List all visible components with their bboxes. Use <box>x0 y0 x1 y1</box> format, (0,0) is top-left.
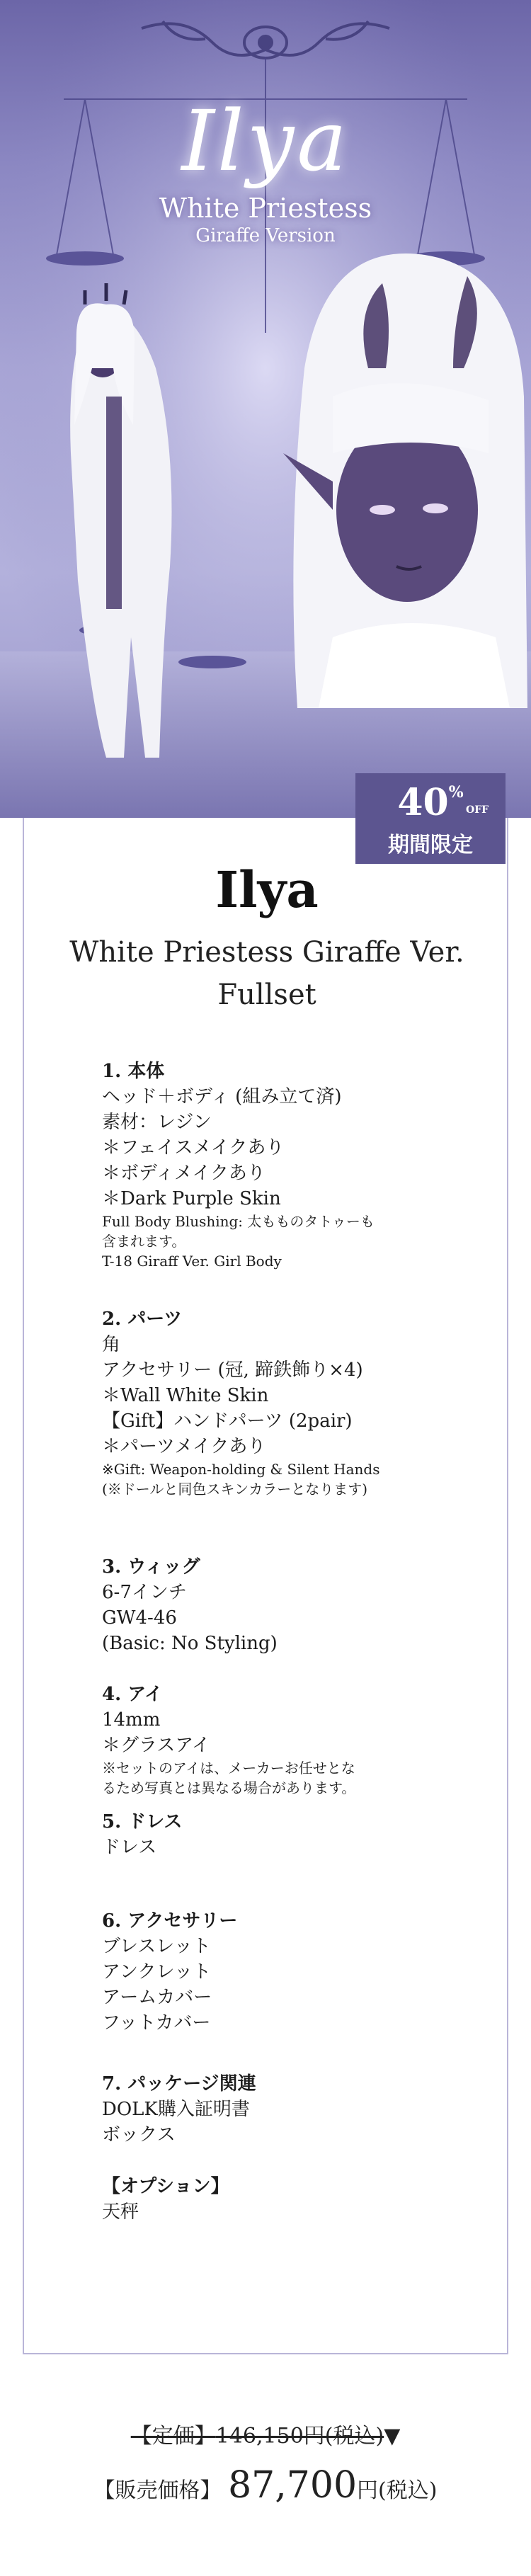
spec-line: ＊ボディメイクあり <box>102 1163 266 1184</box>
spec-note: Full Body Blushing: 太もものタトゥーも <box>102 1213 375 1230</box>
spec-line: GW4-46 <box>102 1607 177 1629</box>
spec-section-eyes <box>102 1682 484 1798</box>
spec-section-accessories <box>102 1908 484 2036</box>
discount-value: 40 <box>397 781 449 824</box>
spec-heading: 【オプション】 <box>102 2176 229 2197</box>
logo-name: Ilya <box>181 92 350 190</box>
spec-note: (※ドールと同色スキンカラーとなります) <box>102 1481 368 1498</box>
spec-heading: 4. アイ <box>102 1684 163 1705</box>
logo-subtitle: White Priestess <box>159 193 372 224</box>
discount-badge <box>355 773 506 864</box>
spec-note: T-18 Giraff Ver. Girl Body <box>102 1253 282 1270</box>
discount-off-label: OFF <box>466 804 489 816</box>
spec-line: (Basic: No Styling) <box>102 1633 278 1654</box>
spec-line: 【Gift】ハンドパーツ (2pair) <box>102 1410 353 1432</box>
spec-line: ドレス <box>102 1837 157 1858</box>
product-subtitle <box>24 931 510 1016</box>
spec-line: ＊グラスアイ <box>102 1735 210 1756</box>
sale-price-value: 87,700 <box>228 2464 358 2507</box>
spec-line: ＊パーツメイクあり <box>102 1436 266 1457</box>
spec-heading: 1. 本体 <box>102 1061 165 1082</box>
spec-line: 6-7インチ <box>102 1582 187 1603</box>
down-arrow-icon: ▼ <box>384 2424 401 2449</box>
regular-price-value: 146,150円(税込) <box>215 2424 384 2449</box>
logo-version: Giraffe Version <box>195 225 336 246</box>
spec-note: ※セットのアイは、メーカーお任せとな <box>102 1760 355 1777</box>
spec-section-body <box>102 1059 484 1271</box>
spec-section-parts <box>102 1306 484 1499</box>
spec-section-option <box>102 2174 484 2225</box>
regular-price-label: 【定価】 <box>130 2424 216 2449</box>
product-title: Ilya <box>215 860 319 919</box>
spec-line: アンクレット <box>102 1961 212 1983</box>
spec-note: ※Gift: Weapon-holding & Silent Hands <box>102 1461 380 1478</box>
spec-line: ＊Wall White Skin <box>102 1385 269 1406</box>
doll-portrait <box>283 253 527 708</box>
spec-line: ヘッド＋ボディ (組み立て済) <box>102 1086 342 1107</box>
spec-line: DOLK購入証明書 <box>102 2099 250 2120</box>
sale-price <box>0 2464 531 2507</box>
spec-line: ＊フェイスメイクあり <box>102 1137 285 1158</box>
hero-logo <box>0 92 531 246</box>
spec-note: るため写真とは異なる場合があります。 <box>102 1779 356 1796</box>
discount-unit: % <box>448 783 464 802</box>
spec-line: ブレスレット <box>102 1936 211 1957</box>
spec-heading: 5. ドレス <box>102 1811 183 1833</box>
spec-heading: 7. パッケージ関連 <box>102 2073 256 2095</box>
spec-section-package <box>102 2071 484 2148</box>
product-subtitle-line2: Fullset <box>217 979 316 1011</box>
product-subtitle-line1: White Priestess Giraffe Ver. <box>69 936 464 969</box>
spec-line: ボックス <box>102 2124 176 2145</box>
spec-line: 角 <box>102 1334 121 1355</box>
limited-time-label: 期間限定 <box>388 833 473 857</box>
spec-note: 含まれます。 <box>102 1233 186 1250</box>
spec-section-wig <box>102 1554 484 1656</box>
spec-line: 14mm <box>102 1709 161 1731</box>
spec-section-dress <box>102 1809 484 1860</box>
spec-heading: 3. ウィッグ <box>102 1556 200 1578</box>
spec-line: 天秤 <box>102 2201 139 2223</box>
hero-banner <box>0 0 531 818</box>
sale-price-label: 【販売価格】 <box>93 2478 222 2503</box>
spec-line: 素材：レジン <box>102 1112 212 1133</box>
spec-line: アクセサリー (冠, 蹄鉄飾り×4) <box>102 1360 363 1381</box>
spec-heading: 6. アクセサリー <box>102 1910 238 1932</box>
spec-line: フットカバー <box>102 2012 211 2034</box>
regular-price <box>0 2418 531 2449</box>
spec-line: アームカバー <box>102 1987 212 2008</box>
discount-percent <box>355 781 506 824</box>
spec-line: ＊Dark Purple Skin <box>102 1188 281 1209</box>
spec-heading: 2. パーツ <box>102 1309 183 1330</box>
sale-price-suffix: 円(税込) <box>357 2478 438 2503</box>
product-card <box>23 818 508 2354</box>
